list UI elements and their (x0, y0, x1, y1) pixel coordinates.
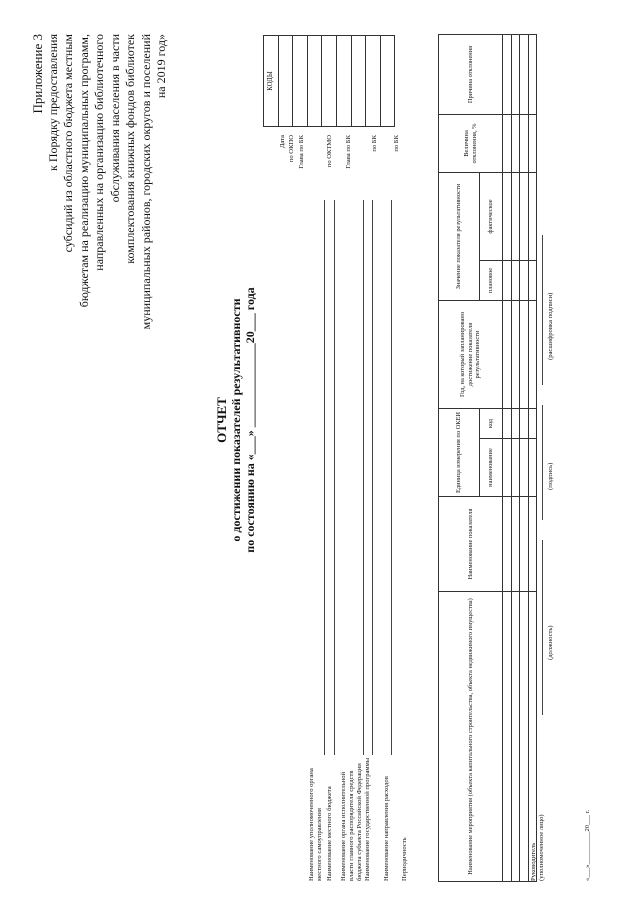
code-cell-bk-1[interactable] (351, 36, 366, 127)
field-executive-label-2: власти главного распорядителя средств (348, 770, 355, 881)
field-direction-line[interactable] (391, 200, 392, 755)
table-cell[interactable] (503, 172, 512, 260)
table-cell[interactable] (528, 34, 537, 114)
table-cell[interactable] (503, 497, 512, 592)
code-label-bk-1: по БК (371, 135, 378, 152)
code-label-bk-2: по БК (393, 135, 400, 152)
table-cell[interactable] (520, 592, 529, 882)
code-cell-extra[interactable] (380, 36, 395, 127)
table-cell[interactable] (520, 301, 529, 409)
signature-position-line[interactable] (542, 540, 543, 715)
signature-decode-caption: (расшифровка подписи) (547, 292, 554, 360)
header-deviation: Величина отклонения, % (439, 114, 503, 172)
code-label-glava-1: Глава по БК (298, 135, 305, 169)
table-cell[interactable] (511, 114, 520, 172)
field-authority-label-2: местного самоуправления (316, 808, 323, 881)
table-row (511, 34, 520, 881)
signature-sign-line[interactable] (542, 405, 543, 520)
table-cell[interactable] (520, 261, 529, 301)
header-indicator: Наименование показателя (439, 497, 503, 592)
appendix-line: к Порядку предоставления (45, 34, 60, 172)
table-cell[interactable] (528, 439, 537, 497)
field-executive-line[interactable] (363, 200, 364, 755)
table-cell[interactable] (503, 439, 512, 497)
code-label-glava-2: Глава по БК (345, 135, 352, 169)
header-year: Год, на который запланировано достижение показателя результативности (439, 301, 503, 409)
table-cell[interactable] (528, 409, 537, 439)
appendix-line: на 2019 год» (154, 34, 168, 99)
table-cell[interactable] (528, 172, 537, 260)
signature-head-sub: (уполномоченное лицо) (538, 814, 545, 881)
field-program-line[interactable] (372, 200, 373, 755)
table-cell[interactable] (528, 497, 537, 592)
report-date-line: по состоянию на «___» ______________20___ года (243, 287, 257, 553)
table-cell[interactable] (503, 301, 512, 409)
field-periodicity-label: Периодичность (401, 837, 408, 881)
code-label-date: Дата (279, 135, 286, 149)
code-cell-okpo[interactable] (293, 36, 308, 127)
field-budget-line[interactable] (334, 200, 335, 755)
header-unit-name: наименование (480, 439, 503, 497)
header-event: Наименование мероприятия (объекта капитального строительства, объекта недвижимого имущества) (439, 592, 503, 882)
table-cell[interactable] (520, 439, 529, 497)
signature-decode-line[interactable] (542, 235, 543, 385)
table-cell[interactable] (520, 497, 529, 592)
table-cell[interactable] (503, 261, 512, 301)
appendix-header (30, 34, 170, 464)
table-cell[interactable] (520, 409, 529, 439)
code-cell-glava-2[interactable] (336, 36, 351, 127)
header-reason: Причина отклонения (439, 34, 503, 114)
table-cell[interactable] (511, 497, 520, 592)
header-value-fact: фактическое (480, 172, 503, 260)
table-cell[interactable] (511, 439, 520, 497)
signature-date-line: «___»__________20___ г. (584, 809, 591, 881)
table-cell[interactable] (511, 409, 520, 439)
header-value-plan: плановое (480, 261, 503, 301)
signature-sign-caption: (подпись) (547, 462, 554, 490)
header-value: Значение показателя результативности (439, 172, 480, 300)
appendix-line: бюджетам на реализацию муниципальных программ, (76, 34, 91, 308)
indicators-table (438, 34, 537, 882)
header-unit-code: код (480, 409, 503, 439)
table-cell[interactable] (511, 301, 520, 409)
table-cell[interactable] (528, 261, 537, 301)
report-title (215, 190, 257, 650)
table-cell[interactable] (503, 34, 512, 114)
appendix-line: направленных на организацию библиотечного (92, 34, 106, 271)
table-cell[interactable] (528, 114, 537, 172)
table-cell[interactable] (503, 114, 512, 172)
codes-header: КОДЫ (264, 36, 279, 127)
field-executive-label-3: бюджета субъекта Российской Федерации (356, 763, 363, 881)
appendix-line: субсидий из областного бюджета местным (61, 34, 75, 253)
field-authority-label-1: Наименование уполномоченного органа (308, 768, 315, 881)
code-label-oktmo: по ОКТМО (326, 135, 333, 168)
field-budget-label: Наименование местного бюджета (326, 786, 333, 881)
table-cell[interactable] (528, 301, 537, 409)
table-row (528, 34, 537, 881)
code-cell-oktmo[interactable] (322, 36, 337, 127)
appendix-line: комплектования книжных фондов библиотек (123, 34, 137, 264)
table-cell[interactable] (520, 34, 529, 114)
signature-position-caption: (должность) (547, 625, 554, 660)
appendix-line: обслуживания населения в части (107, 34, 122, 203)
table-cell[interactable] (503, 592, 512, 882)
table-cell[interactable] (528, 592, 537, 882)
header-unit: Единица измерения по ОКЕИ (439, 409, 480, 497)
appendix-line: муниципальных районов, городских округов и поселений (138, 34, 153, 330)
table-cell[interactable] (520, 172, 529, 260)
code-label-okpo: по ОКПО (288, 135, 295, 163)
table-cell[interactable] (503, 409, 512, 439)
table-cell[interactable] (511, 592, 520, 882)
signature-head-label: Руководитель (530, 842, 537, 881)
report-subheading: о достижении показателей результативности (229, 298, 243, 542)
appendix-line: Приложение 3 (30, 34, 45, 114)
field-executive-label-1: Наименование органа исполнительной (340, 771, 347, 881)
codes-table (263, 35, 395, 127)
report-heading: ОТЧЕТ (214, 397, 229, 443)
table-cell[interactable] (520, 114, 529, 172)
table-cell[interactable] (511, 172, 520, 260)
field-program-label: Наименование государственной программы (364, 757, 371, 881)
code-cell-date[interactable] (278, 36, 293, 127)
table-row (520, 34, 529, 881)
table-cell[interactable] (511, 261, 520, 301)
code-cell-glava-1[interactable] (307, 36, 322, 127)
table-cell[interactable] (511, 34, 520, 114)
field-direction-label: Наименование направления расходов (383, 776, 390, 881)
table-row (503, 34, 512, 881)
field-authority-line[interactable] (324, 200, 325, 755)
code-cell-bk-2[interactable] (366, 36, 381, 127)
